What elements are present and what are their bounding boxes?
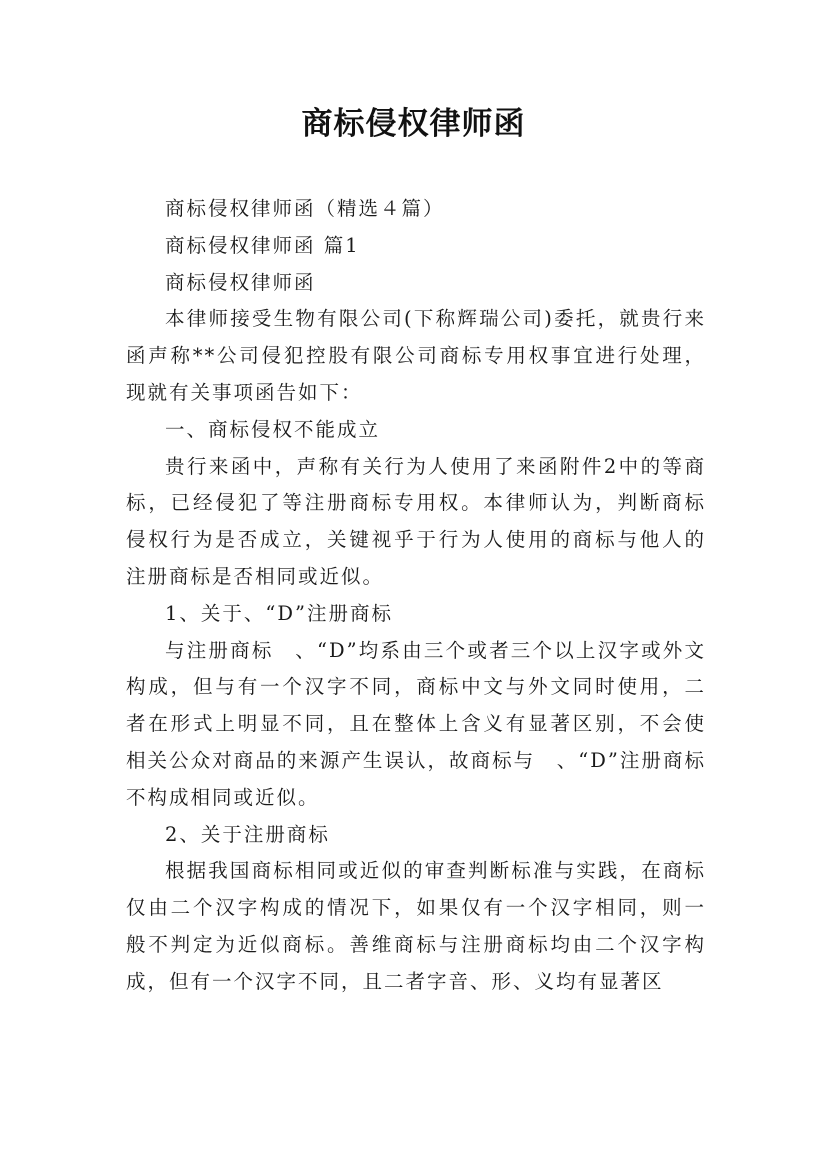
paragraph-subsection-1-body: 与注册商标 、“D”均系由三个或者三个以上汉字或外文构成，但与有一个汉字不同，商标中文与外文同时使用，二者在形式上明显不同，且在整体上含义有显著区别，不会使相关公众对商品的来源产生误认，故商标与 、“D”注册商标不构成相同或近似。: [126, 638, 706, 809]
paragraph-letter-title: 商标侵权律师函: [165, 270, 316, 294]
paragraph-heading-part1: 商标侵权律师函 篇1: [165, 233, 360, 257]
paragraph-subsection-2-heading: 2、关于注册商标: [165, 822, 330, 846]
paragraph-section-1-body: 贵行来函中，声称有关行为人使用了来函附件2中的等商标，已经侵犯了等注册商标专用权。本律师认为，判断商标侵权行为是否成立，关键视乎于行为人使用的商标与他人的注册商标是否相同或近似。: [126, 454, 706, 588]
paragraph-intro: 本律师接受生物有限公司(下称辉瑞公司)委托，就贵行来函声称**公司侵犯控股有限公司商标专用权事宜进行处理，现就有关事项函告如下：: [126, 307, 706, 404]
paragraph-subsection-1-heading: 1、关于、“D”注册商标: [165, 601, 393, 625]
document-body: [126, 191, 706, 1001]
paragraph-subtitle: 商标侵权律师函（精选４篇）: [165, 197, 445, 220]
document-title: 商标侵权律师函: [301, 106, 526, 142]
paragraph-section-1-heading: 一、商标侵权不能成立: [165, 417, 381, 441]
paragraph-subsection-2-body: 根据我国商标相同或近似的审查判断标准与实践，在商标仅由二个汉字构成的情况下，如果仅有一个汉字相同，则一般不判定为近似商标。善维商标与注册商标均由二个汉字构成，但有一个汉字不同，且二者字音、形、义均有显著区: [126, 859, 706, 993]
